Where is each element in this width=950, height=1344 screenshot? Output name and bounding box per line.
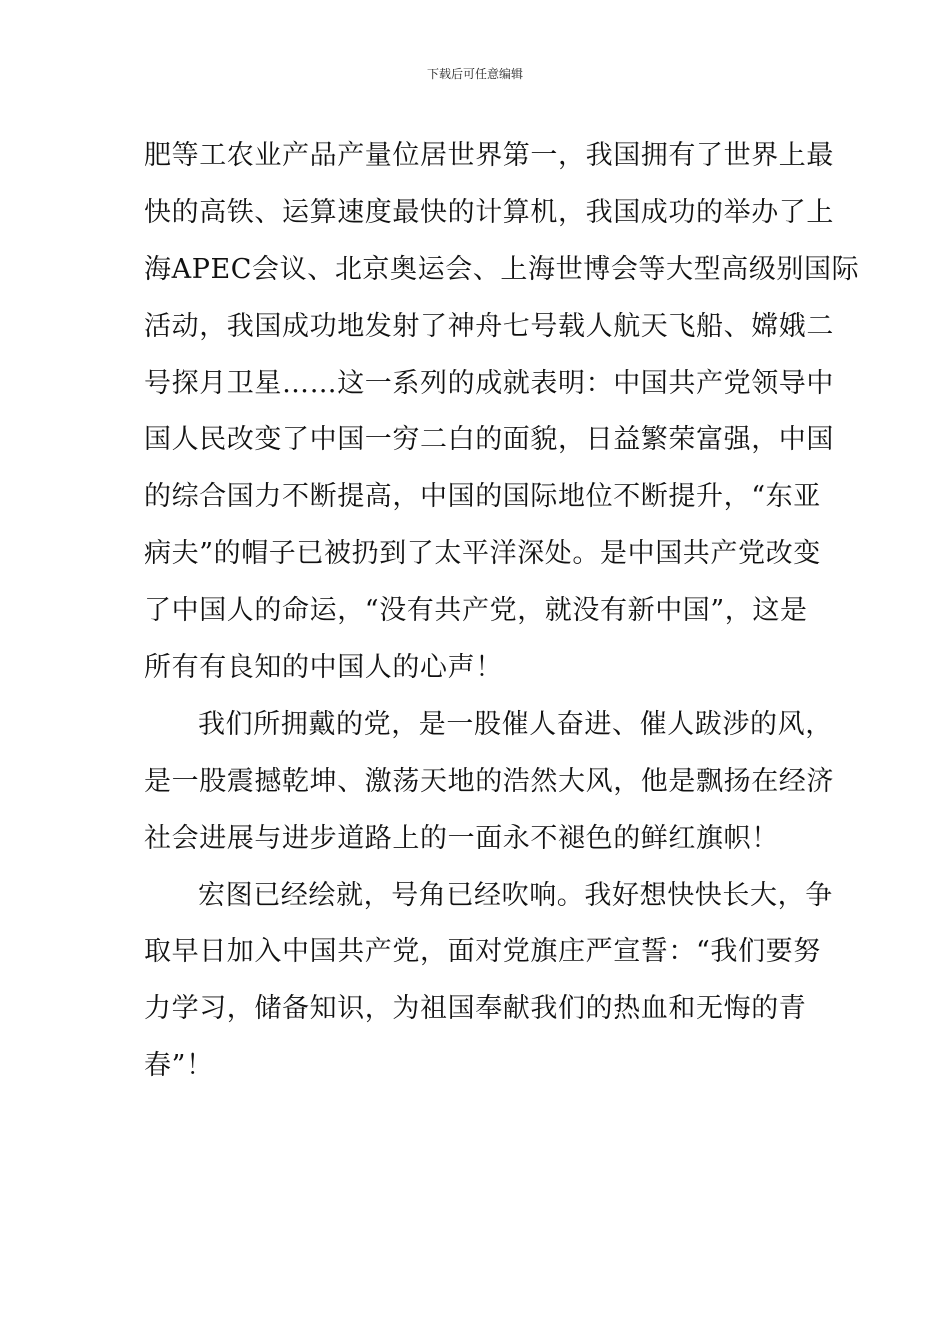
document-body	[144, 128, 860, 1095]
text-line: 是一股震撼乾坤、激荡天地的浩然大风，他是飘扬在经济	[144, 765, 834, 797]
text-line: 力学习，储备知识，为祖国奉献我们的热血和无悔的青	[144, 993, 807, 1025]
text-line: 国人民改变了中国一穷二白的面貌，日益繁荣富强，中国	[144, 424, 834, 456]
paragraph-first-line: 宏图已经绘就，号角已经吹响。我好想快快长大，争	[198, 879, 833, 911]
text-line: 春”！	[144, 1050, 214, 1082]
page-header: 下载后可任意编辑	[426, 67, 523, 81]
text-line: 快的高铁、运算速度最快的计算机，我国成功的举办了上	[144, 196, 834, 228]
text-line: 肥等工农业产品产量位居世界第一，我国拥有了世界上最	[144, 140, 834, 171]
text-line: 所有有良知的中国人的心声！	[144, 652, 503, 684]
paragraph-first-line: 我们所拥戴的党，是一股催人奋进、催人跋涉的风，	[198, 708, 833, 740]
text-line: 取早日加入中国共产党，面对党旗庄严宣誓：“我们要努	[144, 936, 821, 968]
text-line: 病夫”的帽子已被扔到了太平洋深处。是中国共产党改变	[144, 538, 821, 570]
text-line: 的综合国力不断提高，中国的国际地位不断提升，“东亚	[144, 481, 821, 513]
text-line: 社会进展与进步道路上的一面永不褪色的鲜红旗帜！	[144, 822, 779, 854]
text-line: 号探月卫星……这一系列的成就表明：中国共产党领导中	[144, 367, 834, 399]
text-line: 活动，我国成功地发射了神舟七号载人航天飞船、嫦娥二	[144, 310, 834, 342]
text-line: 海APEC会议、北京奥运会、上海世博会等大型高级别国际	[144, 253, 860, 285]
text-line: 了中国人的命运，“没有共产党，就没有新中国”，这是	[144, 595, 808, 627]
